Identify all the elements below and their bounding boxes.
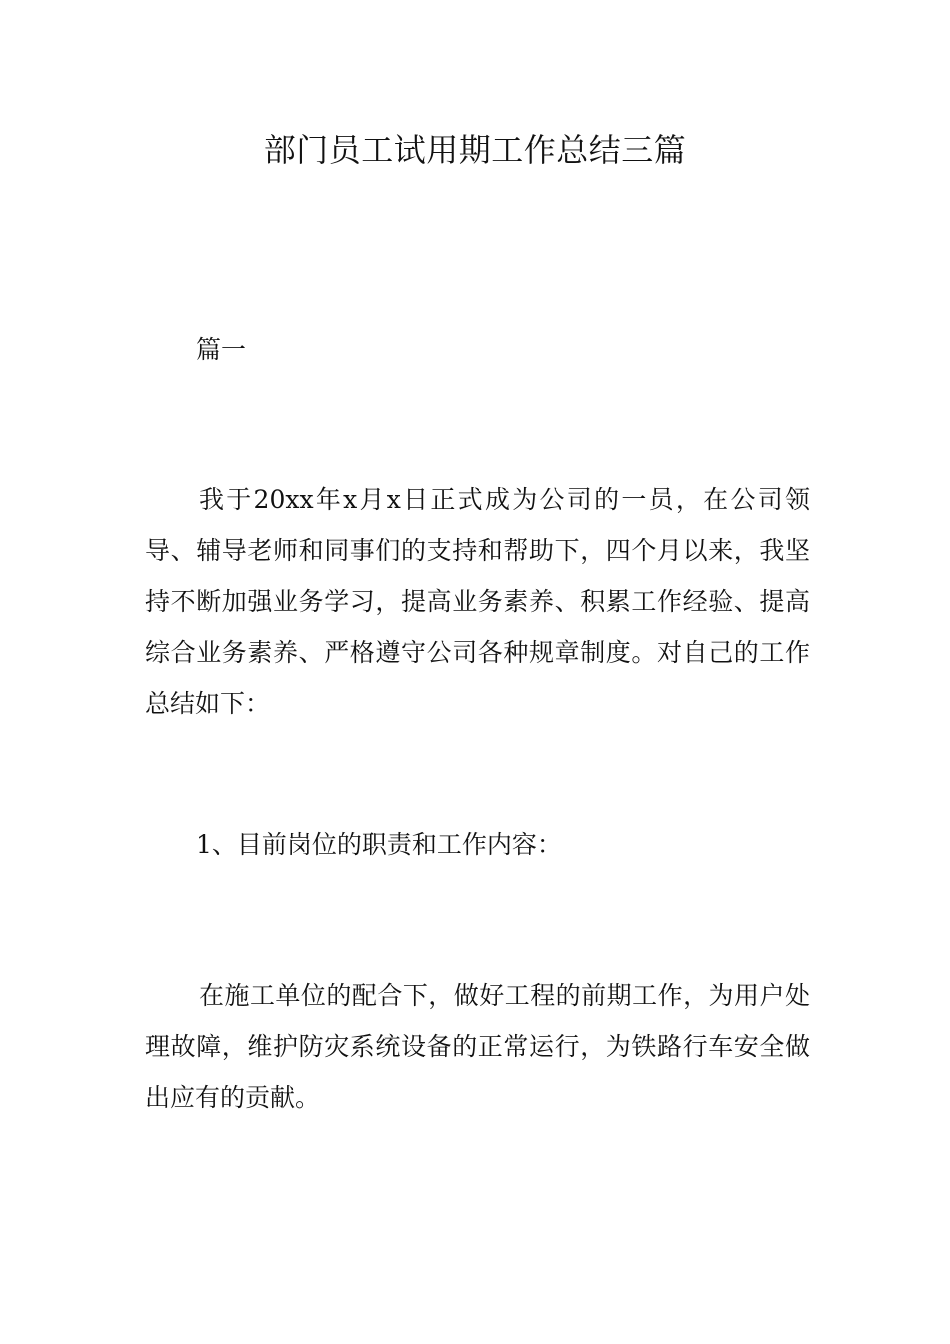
- paragraph-introduction: 我于20xx年x月x日正式成为公司的一员，在公司领导、辅导老师和同事们的支持和帮助下，四个月以来，我坚持不断加强业务学习，提高业务素养、积累工作经验、提高综合业务素养、严格遵守公司各种规章制度。对自己的工作总结如下：: [145, 485, 810, 718]
- document-title: 部门员工试用期工作总结三篇: [263, 131, 687, 169]
- section-heading: 篇一: [196, 335, 247, 364]
- item-heading-job-duties: 1、目前岗位的职责和工作内容：: [196, 830, 562, 859]
- paragraph-job-duties: 在施工单位的配合下，做好工程的前期工作，为用户处理故障，维护防灾系统设备的正常运行，为铁路行车安全做出应有的贡献。: [145, 981, 810, 1112]
